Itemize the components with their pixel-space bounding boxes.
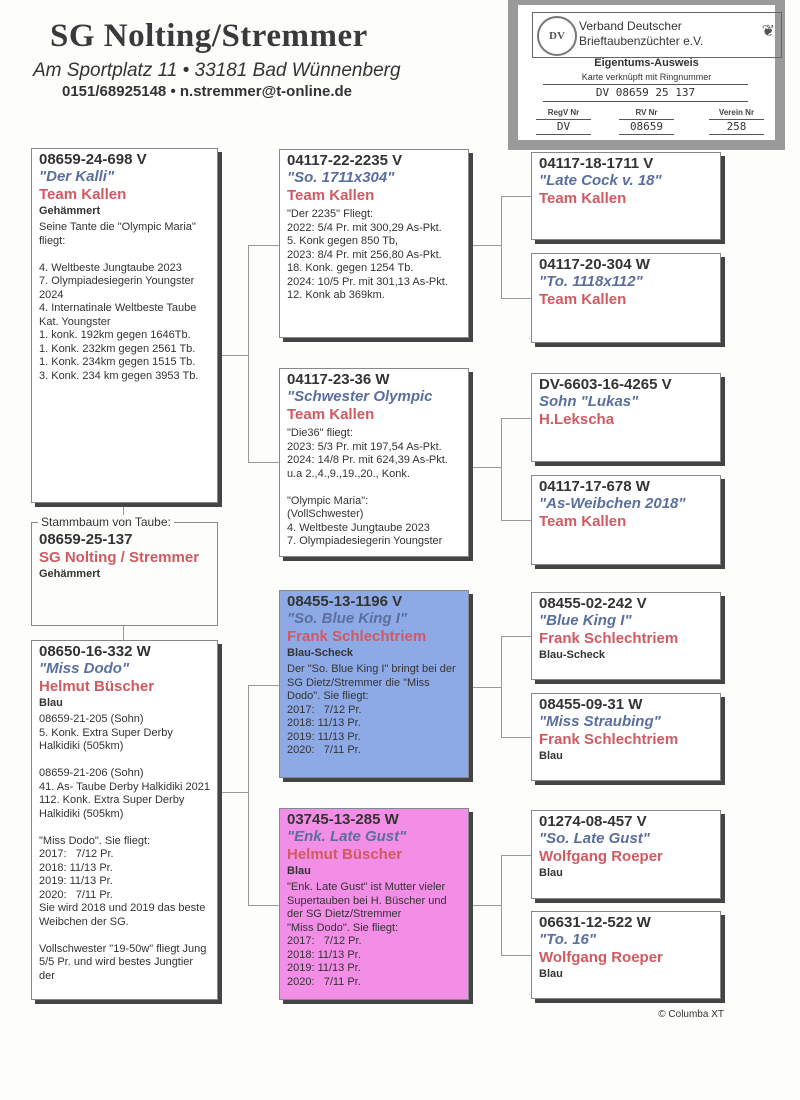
pigeon-name: "So. Blue King I": [287, 610, 408, 627]
breeder-name: SG Nolting/Stremmer: [50, 18, 368, 54]
granddam-paternal-card[interactable]: [279, 368, 469, 557]
performance-notes: "Enk. Late Gust" ist Mutter vieler Supertauben bei H. Büscher und der SG Dietz/Stremmer "Miss Dodo". Sie fliegt: 2017: 7/12 Pr. 2018: 11/13 Pr. 2019: 11/13 Pr. 2020: 7/11 Pr.: [287, 881, 447, 988]
connector-line: [248, 462, 279, 463]
pigeon-name: "So. 1711x304": [287, 169, 395, 186]
plumage-color: Blau: [287, 865, 311, 877]
dam-card[interactable]: [31, 640, 218, 1000]
performance-notes: "Die36" fliegt: 2023: 5/3 Pr. mit 197,54 As-Pkt. 2024: 14/8 Pr. mit 624,39 As-Pkt. u.a 2.,4.,9.,19.,20., Konk. "Olympic Maria": (VollSchwester) 4. Weltbeste Jungtaube 2023 7. Olympiadesiegerin Youngster: [287, 427, 448, 547]
pigeon-logo-icon: ❦: [761, 23, 775, 40]
ancestor-card[interactable]: [531, 911, 721, 999]
connector-line: [469, 245, 501, 246]
owner: Frank Schlechtriem: [539, 731, 679, 748]
connector-line: [501, 855, 531, 856]
owner: Helmut Büscher: [287, 846, 403, 863]
ownership-card: [508, 0, 785, 150]
owner: Team Kallen: [287, 187, 375, 204]
connector-line: [248, 245, 249, 462]
ring-number: 04117-22-2235 V: [287, 152, 403, 169]
ring-number: 04117-23-36 W: [287, 371, 390, 388]
owner: H.Lekscha: [539, 411, 615, 428]
owner: Helmut Büscher: [39, 678, 155, 695]
plumage-color: Blau-Scheck: [287, 647, 354, 659]
connector-line: [469, 467, 501, 468]
card-subtitle: Karte verknüpft mit Ringnummer: [581, 72, 712, 82]
ring-number: 08455-13-1196 V: [287, 593, 403, 610]
plumage-color: Blau: [539, 867, 563, 879]
owner: Frank Schlechtriem: [539, 630, 679, 647]
owner: Wolfgang Roeper: [539, 949, 663, 966]
connector-line: [501, 636, 502, 737]
connector-line: [469, 687, 501, 688]
plumage-color: Blau: [39, 697, 63, 709]
connector-line: [501, 955, 531, 956]
copyright: © Columba XT: [658, 1009, 724, 1020]
dv-seal-icon: DV: [537, 16, 577, 56]
card-ring-number: DV 08659 25 137: [543, 84, 748, 102]
grandsire-maternal-card[interactable]: [279, 590, 469, 778]
connector-line: [248, 685, 249, 905]
ring-number: 08659-25-137: [39, 531, 133, 548]
ancestor-card[interactable]: [531, 373, 721, 462]
connector-line: [501, 298, 531, 299]
card-verein: Verein Nr 258: [709, 108, 764, 135]
ancestor-card[interactable]: [531, 152, 721, 240]
breeder-contact: 0151/68925148 • n.stremmer@t-online.de: [62, 83, 353, 100]
connector-line: [248, 245, 279, 246]
owner: Team Kallen: [39, 186, 127, 203]
ancestor-card[interactable]: [531, 253, 721, 343]
connector-line: [218, 355, 248, 356]
owner: Wolfgang Roeper: [539, 848, 663, 865]
ring-number: 04117-20-304 W: [539, 256, 650, 273]
grandsire-paternal-card[interactable]: [279, 149, 469, 338]
ancestor-card[interactable]: [531, 475, 721, 565]
plumage-color: Gehämmert: [39, 205, 101, 217]
owner: SG Nolting / Stremmer: [39, 549, 200, 566]
connector-line: [501, 737, 531, 738]
connector-line: [218, 792, 248, 793]
pigeon-name: "So. Late Gust": [539, 830, 650, 847]
ring-number: 08455-02-242 V: [539, 595, 647, 612]
owner: Team Kallen: [539, 291, 627, 308]
pigeon-name: "To. 16": [539, 931, 597, 948]
plumage-color: Gehämmert: [39, 568, 101, 580]
plumage-color: Blau: [539, 750, 563, 762]
pigeon-name: "Blue King I": [539, 612, 632, 629]
pigeon-name: Sohn "Lukas": [539, 393, 639, 410]
connector-line: [501, 196, 502, 298]
pigeon-name: "Der Kalli": [39, 168, 115, 185]
ring-number: 04117-17-678 W: [539, 478, 650, 495]
subject-pigeon-card[interactable]: [31, 515, 218, 626]
ring-number: 08455-09-31 W: [539, 696, 643, 713]
sire-card[interactable]: [31, 148, 218, 503]
plumage-color: Blau: [539, 968, 563, 980]
ring-number: 08650-16-332 W: [39, 643, 151, 660]
pigeon-name: "To. 1118x112": [539, 273, 643, 290]
owner: Frank Schlechtriem: [287, 628, 427, 645]
owner: Team Kallen: [539, 513, 627, 530]
card-rv: RV Nr 08659: [619, 108, 674, 135]
ring-number: 01274-08-457 V: [539, 813, 647, 830]
pigeon-name: "Late Cock v. 18": [539, 172, 662, 189]
performance-notes: Seine Tante die "Olympic Maria" fliegt: 4. Weltbeste Jungtaube 2023 7. Olympiadesiegerin Youngster 2024 4. Internatinale Weltbeste Taube Kat. Youngster 1. konk. 192km gegen 1646Tb. 1. Konk. 232km gegen 2561 Tb. 1. Konk. 234km gegen 1515 Tb. 3. Konk. 234 km gegen 3953 Tb.: [39, 221, 199, 382]
connector-line: [501, 196, 531, 197]
pigeon-name: "Schwester Olympic: [287, 388, 433, 405]
ring-number: 03745-13-285 W: [287, 811, 399, 828]
ancestor-card[interactable]: [531, 592, 721, 680]
card-organization: Verband Deutscher Brieftaubenzüchter e.V.: [579, 19, 704, 48]
pigeon-name: "Miss Straubing": [539, 713, 661, 730]
performance-notes: 08659-21-205 (Sohn) 5. Konk. Extra Super Derby Halkidiki (505km) 08659-21-206 (Sohn) 41. As- Taube Derby Halkidiki 2021 112. Konk. Extra Super Derby Halkidiki (505km) "Miss Dodo". Sie fliegt: 2017: 7/12 Pr. 2018: 11/13 Pr. 2019: 11/13 Pr. 2020: 7/11 Pr. Sie wird 2018 und 2019 das beste Weibchen der SG. Vollschwester "19-50w" fliegt Jung 5/5 Pr. und wird bestes Jungtier der: [39, 713, 211, 982]
connector-line: [501, 418, 531, 419]
pigeon-name: "Enk. Late Gust": [287, 828, 407, 845]
performance-notes: "Der 2235" Fliegt: 2022: 5/4 Pr. mit 300,29 As-Pkt. 5. Konk gegen 850 Tb, 2023: 8/4 Pr. mit 256,80 As-Pkt. 18. Konk. gegen 1254 Tb. 2024: 10/5 Pr. mit 301,13 As-Pkt. 12. Konk ab 369km.: [287, 208, 448, 301]
pigeon-name: "As-Weibchen 2018": [539, 495, 686, 512]
connector-line: [501, 418, 502, 520]
pigeon-name: "Miss Dodo": [39, 660, 130, 677]
ring-number: 06631-12-522 W: [539, 914, 651, 931]
ancestor-card[interactable]: [531, 693, 721, 781]
granddam-maternal-card[interactable]: [279, 808, 469, 1000]
ring-number: 08659-24-698 V: [39, 151, 147, 168]
performance-notes: Der "So. Blue King I" bringt bei der SG Dietz/Stremmer die "Miss Dodo". Sie fliegt: 2017: 7/12 Pr. 2018: 11/13 Pr. 2019: 11/13 Pr. 2020: 7/11 Pr.: [287, 663, 456, 756]
connector-line: [501, 855, 502, 955]
subject-legend: Stammbaum von Taube:: [38, 515, 174, 529]
connector-line: [248, 905, 279, 906]
plumage-color: Blau-Scheck: [539, 649, 606, 661]
ancestor-card[interactable]: [531, 810, 721, 899]
card-title: Eigentums-Ausweis: [594, 57, 699, 69]
owner: Team Kallen: [287, 406, 375, 423]
connector-line: [123, 626, 124, 640]
owner: Team Kallen: [539, 190, 627, 207]
breeder-address: Am Sportplatz 11 • 33181 Bad Wünnenberg: [33, 60, 401, 81]
connector-line: [501, 636, 531, 637]
ring-number: 04117-18-1711 V: [539, 155, 654, 172]
connector-line: [501, 520, 531, 521]
ring-number: DV-6603-16-4265 V: [539, 376, 672, 393]
connector-line: [248, 685, 279, 686]
connector-line: [469, 905, 501, 906]
card-regv: RegV Nr DV: [536, 108, 591, 135]
